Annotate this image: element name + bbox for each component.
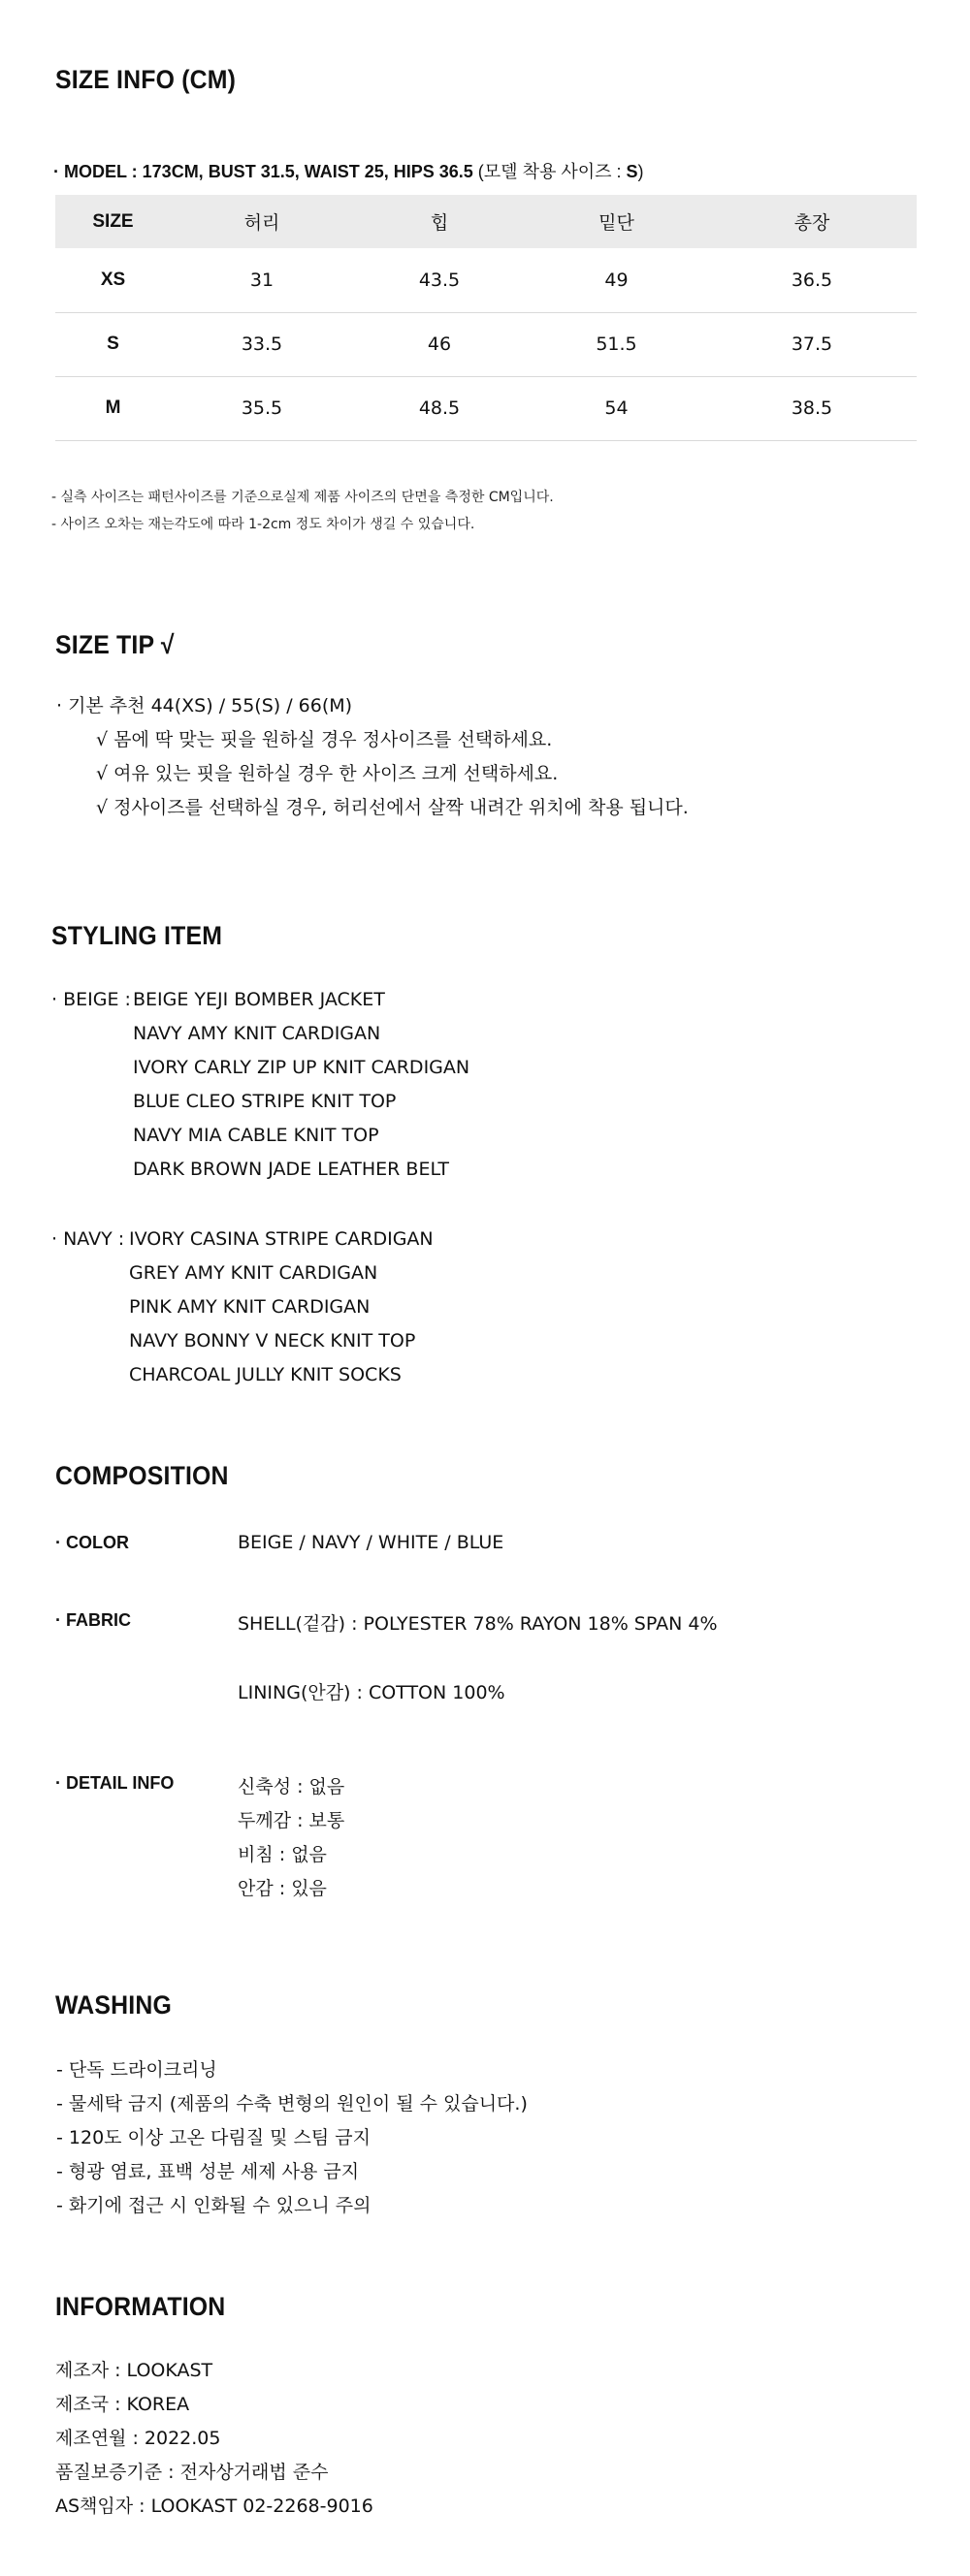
row-hem: 49 (604, 269, 629, 291)
header-waist: 허리 (243, 212, 280, 234)
styling-navy-item: IVORY CASINA STRIPE CARDIGAN (129, 1228, 434, 1250)
model-measurements: · MODEL : 173CM, BUST 31.5, WAIST 25, HIPS 36.5 (53, 162, 473, 181)
size-tip-item: √ 몸에 딱 맞는 핏을 원하실 경우 정사이즈를 선택하세요. (96, 729, 553, 750)
model-info (53, 158, 644, 183)
row-hem: 51.5 (596, 334, 637, 355)
color-value: BEIGE / NAVY / WHITE / BLUE (238, 1532, 504, 1553)
row-size: M (105, 398, 121, 418)
size-tip-item: √ 정사이즈를 선택하실 경우, 허리선에서 살짝 내려간 위치에 착용 됩니다. (96, 797, 689, 818)
header-length: 총장 (793, 212, 830, 234)
model-size-value: S (626, 162, 638, 181)
detail-info-item: 신축성 : 없음 (238, 1776, 345, 1797)
detail-info-item: 비침 : 없음 (238, 1844, 327, 1865)
information-title: INFORMATION (55, 2292, 226, 2321)
washing-item: - 120도 이상 고온 다림질 및 스팀 금지 (56, 2127, 372, 2148)
composition-title: COMPOSITION (55, 1461, 229, 1490)
information-item: 제조국 : KOREA (55, 2394, 190, 2415)
row-size: S (107, 334, 119, 354)
size-table-header (55, 195, 917, 248)
styling-title: STYLING ITEM (51, 921, 223, 950)
information-item: 제조연월 : 2022.05 (55, 2428, 221, 2449)
styling-beige-item: NAVY AMY KNIT CARDIGAN (133, 1023, 381, 1044)
row-hem: 54 (604, 398, 629, 419)
detail-info-item: 안감 : 있음 (238, 1878, 327, 1899)
row-hips: 48.5 (418, 398, 461, 419)
styling-beige-item: IVORY CARLY ZIP UP KNIT CARDIGAN (133, 1057, 470, 1078)
styling-beige-label: · BEIGE : (51, 989, 131, 1010)
styling-navy-item: GREY AMY KNIT CARDIGAN (129, 1262, 378, 1284)
table-row (55, 312, 917, 376)
header-hem: 밑단 (598, 212, 634, 234)
size-note: - 실측 사이즈는 패턴사이즈를 기준으로실제 제품 사이즈의 단면을 측정한 CM입니다. (51, 490, 554, 505)
washing-item: - 형광 염료, 표백 성분 세제 사용 금지 (56, 2161, 360, 2182)
fabric-label: · FABRIC (55, 1610, 131, 1630)
information-item: 제조자 : LOOKAST (55, 2360, 213, 2381)
washing-title: WASHING (55, 1990, 172, 2019)
detail-info-item: 두께감 : 보통 (238, 1810, 345, 1831)
row-size: XS (100, 269, 126, 290)
row-hips: 46 (427, 334, 452, 355)
styling-beige-item: BEIGE YEJI BOMBER JACKET (133, 989, 385, 1010)
size-tip-title: SIZE TIP √ (55, 630, 175, 659)
model-size-label: (모델 착용 사이즈 : (472, 162, 627, 181)
row-length: 36.5 (791, 269, 833, 291)
fabric-lining: LINING(안감) : COTTON 100% (238, 1682, 505, 1703)
fabric-shell: SHELL(겉감) : POLYESTER 78% RAYON 18% SPAN 4% (238, 1613, 718, 1635)
information-item: 품질보증기준 : 전자상거래법 준수 (55, 2462, 329, 2483)
size-tip-item: √ 여유 있는 핏을 원하실 경우 한 사이즈 크게 선택하세요. (96, 763, 559, 784)
styling-beige-item: DARK BROWN JADE LEATHER BELT (133, 1159, 450, 1180)
row-waist: 35.5 (241, 398, 283, 419)
washing-item: - 물세탁 금지 (제품의 수축 변형의 원인이 될 수 있습니다.) (56, 2093, 528, 2115)
color-label: · COLOR (55, 1533, 129, 1552)
detail-info-label: · DETAIL INFO (55, 1773, 175, 1793)
size-table (55, 195, 917, 441)
size-info-title: SIZE INFO (CM) (55, 65, 237, 94)
row-length: 38.5 (791, 398, 833, 419)
row-hips: 43.5 (418, 269, 461, 291)
row-waist: 31 (249, 269, 275, 291)
row-waist: 33.5 (241, 334, 283, 355)
washing-item: - 화기에 접근 시 인화될 수 있으니 주의 (56, 2195, 372, 2216)
header-hips: 힙 (430, 212, 449, 234)
model-size-close: ) (637, 162, 644, 181)
header-size: SIZE (92, 210, 134, 232)
row-length: 37.5 (791, 334, 833, 355)
styling-navy-item: NAVY BONNY V NECK KNIT TOP (129, 1330, 416, 1352)
styling-beige-item: BLUE CLEO STRIPE KNIT TOP (133, 1091, 397, 1112)
size-note: - 사이즈 오차는 재는각도에 따라 1-2cm 정도 차이가 생길 수 있습니다. (51, 517, 475, 532)
styling-navy-item: PINK AMY KNIT CARDIGAN (129, 1296, 371, 1318)
styling-beige-item: NAVY MIA CABLE KNIT TOP (133, 1125, 379, 1146)
table-row (55, 376, 917, 440)
styling-navy-item: CHARCOAL JULLY KNIT SOCKS (129, 1364, 402, 1385)
size-recommend: · 기본 추천 44(XS) / 55(S) / 66(M) (56, 695, 353, 716)
table-row (55, 248, 917, 312)
washing-item: - 단독 드라이크리닝 (56, 2059, 217, 2081)
information-item: AS책임자 : LOOKAST 02-2268-9016 (55, 2496, 373, 2517)
styling-navy-label: · NAVY : (51, 1228, 125, 1250)
